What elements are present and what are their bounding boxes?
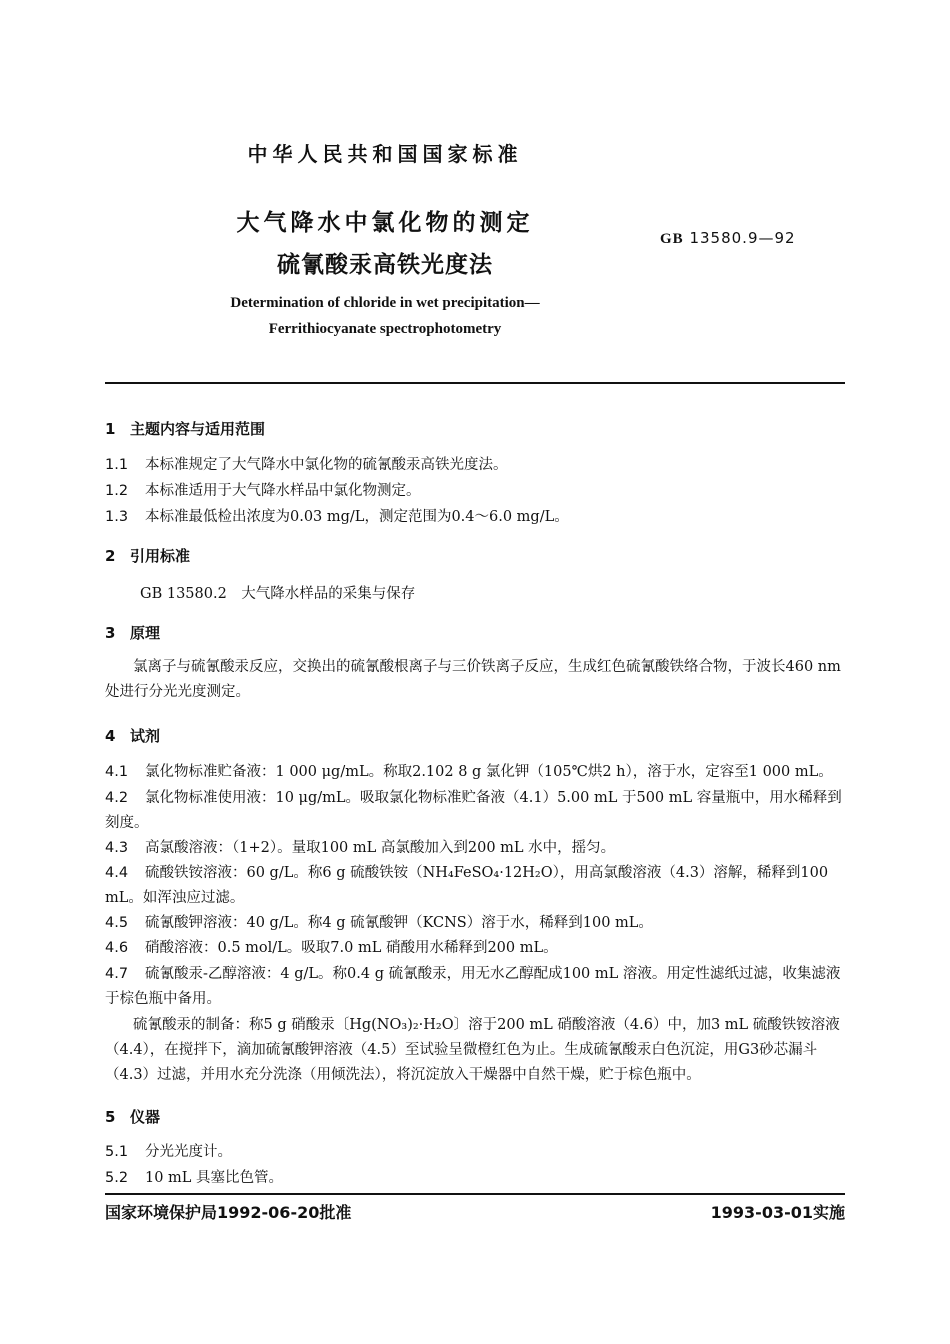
clause-text: 10 mL 具塞比色管。 (145, 1170, 284, 1186)
standard-code (660, 229, 796, 248)
clause-4-2 (105, 786, 845, 836)
section-5-heading (105, 1106, 160, 1127)
clause-1-2 (105, 479, 845, 504)
clause-number: 4.2 (105, 790, 129, 806)
clause-number: 1.2 (105, 483, 129, 499)
title-line-2: 硫氰酸汞高铁光度法 (277, 252, 493, 278)
section-number: 3 (105, 624, 116, 642)
section-4-heading (105, 725, 160, 746)
clause-text: 硫氰酸钾溶液：40 g/L。称4 g 硫氰酸钾（KCNS）溶于水，稀释到100 mL。 (145, 915, 653, 931)
referenced-standard: GB 13580.2 大气降水样品的采集与保存 (140, 586, 416, 602)
clause-text: 本标准最低检出浓度为0.03 mg/L，测定范围为0.4～6.0 mg/L。 (145, 509, 569, 525)
header-divider (105, 382, 845, 384)
footer-divider (105, 1193, 845, 1195)
clause-number: 4.4 (105, 865, 129, 881)
code-prefix: GB (660, 231, 684, 247)
clause-text: 本标准规定了大气降水中氯化物的硫氰酸汞高铁光度法。 (145, 457, 508, 473)
clause-4-4 (105, 861, 845, 911)
section-title: 仪器 (130, 1108, 161, 1126)
section-number: 1 (105, 420, 116, 438)
clause-5-2 (105, 1166, 845, 1191)
section-number: 4 (105, 727, 116, 745)
clause-4-3 (105, 836, 845, 861)
clause-5-1 (105, 1140, 845, 1165)
approval-note: 国家环境保护局1992-06-20批准 (105, 1203, 352, 1222)
clause-4-7 (105, 962, 845, 1012)
clause-4-6 (105, 936, 845, 961)
title-line-1: 大气降水中氯化物的测定 (236, 210, 534, 236)
clause-number: 1.1 (105, 457, 129, 473)
clause-number: 4.7 (105, 966, 129, 982)
section-1-heading (105, 418, 265, 439)
clause-text: 分光光度计。 (145, 1144, 232, 1160)
clause-text: 硫氰酸汞-乙醇溶液：4 g/L。称0.4 g 硫氰酸汞，用无水乙醇配成100 mL 溶液。用定性滤纸过滤，收集滤液于棕色瓶中备用。 (105, 966, 841, 1007)
clause-number: 4.3 (105, 840, 129, 856)
section-3-heading (105, 622, 160, 643)
section-title: 引用标准 (130, 547, 191, 565)
clause-number: 1.3 (105, 509, 129, 525)
clause-text: 氯化物标准使用液：10 μg/mL。吸取氯化物标准贮备液（4.1）5.00 mL 于500 mL 容量瓶中，用水稀释到刻度。 (105, 790, 842, 831)
clause-number: 5.1 (105, 1144, 129, 1160)
section-title: 试剂 (130, 727, 161, 745)
preparation-text: 硫氰酸汞的制备：称5 g 硝酸汞〔Hg(NO₃)₂·H₂O〕溶于200 mL 硝酸溶液（4.6）中，加3 mL 硫酸铁铵溶液（4.4），在搅拌下，滴加硫氰酸钾溶液（4.5）至试验呈微橙红色为止。生成硫氰酸汞白色沉淀，用G3砂芯漏斗（4.3）过滤，并用水充分洗涤（用倾洗法），将沉淀放入干燥器中自然干燥，贮于棕色瓶中。 (105, 1017, 840, 1083)
clause-number: 5.2 (105, 1170, 129, 1186)
section-number: 2 (105, 547, 116, 565)
clause-4-5 (105, 911, 845, 936)
clause-text: 硫酸铁铵溶液：60 g/L。称6 g 硫酸铁铵（NH₄FeSO₄·12H₂O），用高氯酸溶液（4.3）溶解，稀释到100 mL。如浑浊应过滤。 (105, 865, 829, 906)
section-title: 主题内容与适用范围 (130, 420, 266, 438)
section-number: 5 (105, 1108, 116, 1126)
clause-number: 4.1 (105, 764, 129, 780)
clause-text: 氯化物标准贮备液：1 000 μg/mL。称取2.102 8 g 氯化钾（105℃烘2 h），溶于水，定容至1 000 mL。 (145, 764, 833, 780)
english-title-line-1: Determination of chloride in wet precipitation— (230, 295, 540, 311)
english-title-line-2: Ferrithiocyanate spectrophotometry (268, 321, 502, 337)
clause-text: 本标准适用于大气降水样品中氯化物测定。 (145, 483, 421, 499)
standard-header: 中华人民共和国国家标准 (247, 142, 523, 166)
clause-number: 4.5 (105, 915, 129, 931)
clause-4-1 (105, 760, 845, 785)
clause-1-1 (105, 453, 845, 478)
clause-text: 硝酸溶液：0.5 mol/L。吸取7.0 mL 硝酸用水稀释到200 mL。 (145, 940, 558, 956)
principle-text: 氯离子与硫氰酸汞反应，交换出的硫氰酸根离子与三价铁离子反应，生成红色硫氰酸铁络合物，于波长460 nm 处进行分光光度测定。 (105, 659, 841, 700)
section-2-heading (105, 545, 190, 566)
section-title: 原理 (130, 624, 161, 642)
clause-1-3 (105, 505, 845, 530)
clause-number: 4.6 (105, 940, 129, 956)
implementation-date: 1993-03-01实施 (710, 1203, 845, 1222)
code-number: 13580.9—92 (689, 229, 796, 247)
clause-text: 高氯酸溶液：（1+2）。量取100 mL 高氯酸加入到200 mL 水中，摇匀。 (145, 840, 616, 856)
